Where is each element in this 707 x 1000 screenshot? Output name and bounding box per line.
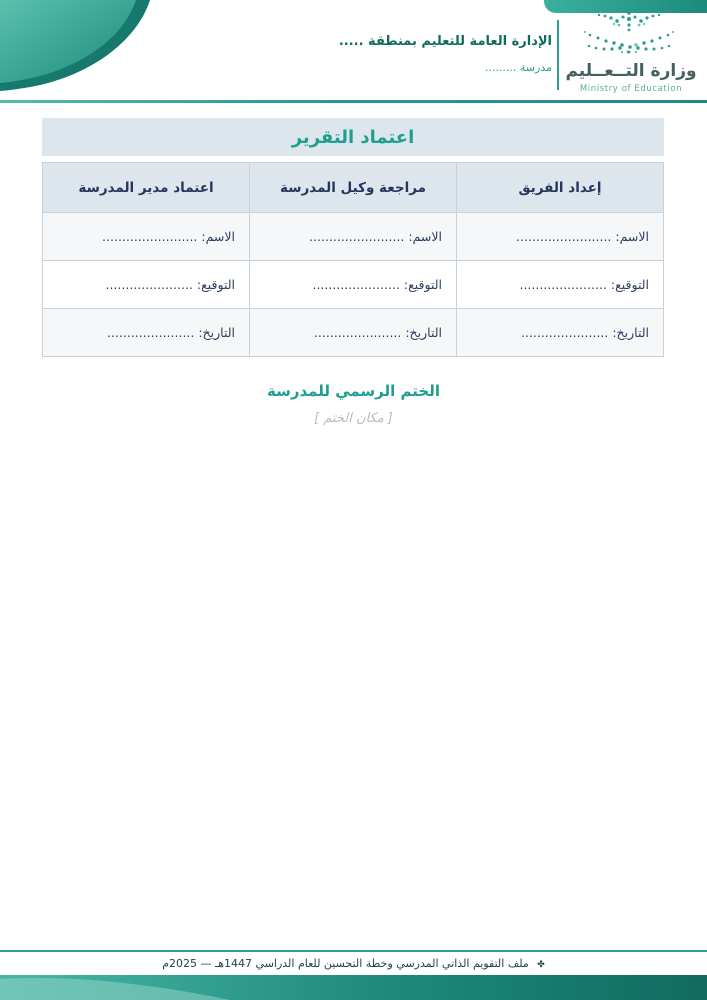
table-cell: التوقيع: ...................... bbox=[250, 261, 457, 309]
table-cell: الاسم: ........................ bbox=[457, 213, 664, 261]
table-row-signature bbox=[43, 261, 664, 309]
header-divider bbox=[557, 20, 559, 90]
table-header-row bbox=[43, 163, 664, 213]
footer-note bbox=[0, 957, 707, 970]
stamp-placeholder: [ مكان الختم ] bbox=[314, 411, 393, 426]
table-cell: التوقيع: ...................... bbox=[457, 261, 664, 309]
corner-swoosh-decoration bbox=[0, 0, 152, 95]
table-row-date bbox=[43, 309, 664, 357]
header-org-block bbox=[339, 34, 552, 74]
footer-text: ملف التقويم الذاتي المدرسي وخطة التحسين للعام الدراسي 1447هـ — 2025م bbox=[162, 957, 529, 970]
bottom-bar-swoosh-decoration bbox=[0, 974, 230, 1000]
column-header-principal-approval: اعتماد مدير المدرسة bbox=[43, 163, 250, 213]
header-rule bbox=[0, 100, 707, 103]
table-row-name bbox=[43, 213, 664, 261]
table-cell: الاسم: ........................ bbox=[250, 213, 457, 261]
footer-rule bbox=[0, 950, 707, 952]
ministry-name-english: Ministry of Education bbox=[579, 84, 683, 94]
ministry-name-arabic: وزارة التــعــليم bbox=[565, 61, 697, 81]
palm-emblem-icon bbox=[570, 8, 692, 56]
table-cell: التوقيع: ...................... bbox=[43, 261, 250, 309]
stamp-title: الختم الرسمي للمدرسة bbox=[267, 382, 440, 400]
org-line: الإدارة العامة للتعليم بمنطقة ..... bbox=[338, 34, 552, 49]
table-cell: التاريخ: ...................... bbox=[250, 309, 457, 357]
footer-ornament-icon: ✤ bbox=[537, 960, 545, 970]
table-cell: التاريخ: ...................... bbox=[43, 309, 250, 357]
ministry-logo bbox=[563, 8, 699, 94]
table-cell: التاريخ: ...................... bbox=[457, 309, 664, 357]
table-cell: الاسم: ........................ bbox=[43, 213, 250, 261]
approval-table bbox=[42, 162, 664, 357]
report-title: اعتماد التقرير bbox=[42, 118, 664, 156]
school-line: مدرسة ......... bbox=[484, 61, 552, 74]
column-header-team-preparation: إعداد الفريق bbox=[457, 163, 664, 213]
column-header-vice-principal-review: مراجعة وكيل المدرسة bbox=[250, 163, 457, 213]
